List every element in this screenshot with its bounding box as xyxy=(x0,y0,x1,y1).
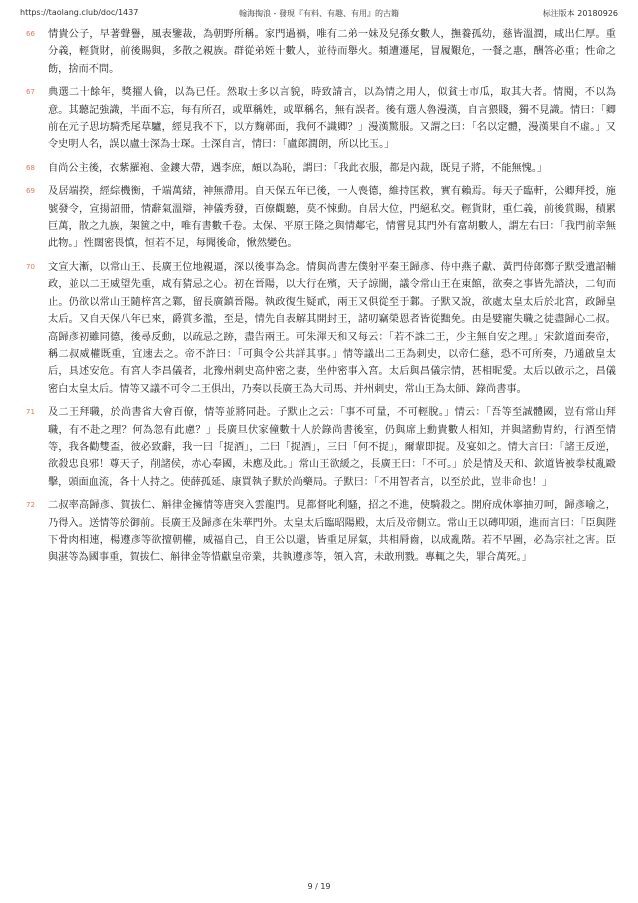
paragraph-number: 67 xyxy=(26,88,35,97)
paragraph-68 xyxy=(22,160,616,177)
paragraph-70 xyxy=(22,259,616,398)
paragraph-text: 及二王拜職，於尚書省大會百僚，情等並將同赴。子默止之云：「事不可量，不可輕脫。」情云：「吾等至誠體國，豈有常山拜職，有不赴之理？何為忽有此慮？」長廣旦伏家僮數十人於錄尚書後室，仍與席上勳貴數人相知，并與諸勳胄約，行酒至情等，我各勸雙盃，彼必致辭，我一曰「捉酒」，二曰「捉酒」，三曰「何不捉」，爾輩即捉。及宴如之。情大言曰：「諸王反逆，欲殺忠良邪！尊天子，削諸侯，赤心奉國，未應及此。」常山王欲緩之，長廣王曰：「不可。」於是情及天和、欽道皆被拳杖亂毆擊，頭面血流，各十人持之。使薛孤延、康買執子默於尚藥局。子默曰：「不用智者言，以至於此，豈非命也！」 xyxy=(48,407,616,488)
paragraph-71 xyxy=(22,404,616,491)
paragraph-text: 二叔率高歸彥、賀拔仁、斛律金擁情等唐突入雲龍門。見都督叱利騷，招之不進，使騎殺之。開府成休寧抽刃呵，歸彥喻之，乃得入。送情等於御前。長廣王及歸彥在朱華門外。太皇太后臨昭陽殿，太后及帝側立。常山王以磚叩頭，進而言曰：「臣與陛下骨肉相連，楊遵彥等欲擅朝權，威福自己，自王公以還，皆重足屏氣，共相脣齒，以成亂階。若不早圖，必為宗社之害。臣與湛等為國事重，賀拔仁、斛律金等惜獻皇帝業，共執遵彥等，領入宮，未敢刑戮。專輒之失，罪合萬死。」 xyxy=(48,500,616,564)
paragraph-number: 68 xyxy=(26,163,35,172)
version-label: 标注版本 20180926 xyxy=(542,9,618,18)
page-number: 9 / 19 xyxy=(307,882,331,891)
paragraph-text: 文宣大漸，以常山王、長廣王位地親逼，深以後事為念。情與尚書左僕射平秦王歸彥、侍中燕子獻、黃門侍郎鄭子默受遺詔輔政，並以二王威望先重，咸有猜忌之心。初在晉陽，以大行在殯，天子諒闇，議令常山王在東館，欲奏之事皆先諮決，二旬而止。仍欲以常山王隨梓宮之鄴，留長廣鎮晉陽。執政復生疑貳，兩王又俱從至于鄴。子默又說，欲處太皇太后於北宮，政歸皇太后。又自天保八年已來，爵賞多濫，至是，情先自表解其開封王，諸叨竊榮恩者皆從黜免。由是嬖寵失職之徒盡歸心二叔。高歸彥初雖同德，後尋反動，以疏忌之跡，盡告兩王。可朱渾天和又每云：「若不誅二王，少主無自安之理。」宋欽道面奏帝，稱二叔威權既重，宜速去之。帝不許曰：「可與令公共詳其事。」情等議出二王為刺史，以帝仁慈，恐不可所奏，乃通啟皇太后，具述安危。有宮人李昌儀者，北豫州刺史高仲密之妻，坐仲密事入宮。太后與昌儀宗情，甚相昵愛。太后以啟示之，昌儀密白太皇太后。情等又議不可令二王俱出，乃奏以長廣王為大司馬、并州刺史，常山王為太師、錄尚書事。 xyxy=(48,261,616,395)
paragraph-number: 69 xyxy=(26,187,35,196)
page-header xyxy=(20,8,618,22)
paragraph-text: 自尚公主後，衣紫羅袍、金鏤大帶，遇李庶，頗以為恥，謂曰：「我此衣服，都是內裁，既見子將，不能無愧。」 xyxy=(48,162,548,174)
source-url[interactable]: https://taolang.club/doc/1437 xyxy=(20,8,139,17)
paragraph-69 xyxy=(22,183,616,253)
paragraph-number: 71 xyxy=(26,408,35,417)
paragraph-text: 典選二十餘年，獎擢人倫，以為已任。然取士多以言貌，時致請言，以為情之用人，似貧士市瓜，取其大者。情閱，不以為意。其聽記強識，半面不忘，每有所召，或單稱姓，或單稱名，無有誤者。後有選人魯漫漢，自言猥賤，獨不見識。情曰：「卿前在元子思坊騎禿尾草驢，經見我不下，以方麴鄣面，我何不識卿？」漫漢驚服。又謂之曰：「名以定體，漫漢果自不虛。」又令史明人名，誤以盧士深為士琛。士深自言，情曰：「盧郎潤朗，所以比玉。」 xyxy=(48,87,616,151)
paragraph-72 xyxy=(22,497,616,567)
paragraph-number: 70 xyxy=(26,262,35,271)
document-body xyxy=(22,26,616,869)
page-footer xyxy=(0,882,638,891)
paragraph-67 xyxy=(22,84,616,154)
paragraph-66 xyxy=(22,26,616,78)
paragraph-text: 及居端揆，經綜機衡，千端萬緒，神無滯用。自天保五年已後，一人喪德，維持匡救，實有賴焉。每天子臨軒，公卿拜授，施號發令，宣揚詔冊，情辭氣溫辯，神儀秀發，百僚觀聽，莫不悚動。自居大位，門絕私交。輕貨財，重仁義，前後賞賜，積累巨萬，散之九族，架篋之中，唯有書數千卷。太保、平原王隆之與情鄰宅，情嘗見其門外有富胡數人，謂左右曰：「我門前幸無此物。」性闊密畏慎，恒若不足，每聞後命，愀然變色。 xyxy=(48,186,616,250)
paragraph-number: 72 xyxy=(26,501,35,510)
site-title: 翰海掏浪 - 發現『有料、有趣、有用』的古籍 xyxy=(239,9,399,18)
paragraph-number: 66 xyxy=(26,30,35,38)
paragraph-text: 情貴公子，早著聲譽，風表鑒裁，為朝野所稱。家門過禍，唯有二弟一妹及兒孫女數人，撫養孤幼，慈皆溫潤，咸出仁厚。重分義，輕貨財，前後賜與，多散之親族。群從弟姪十數人，並待而舉火。頻遭遷尾，冒履艱危，一餐之惠，酬答必重；性命之飭，捨而不問。 xyxy=(48,29,616,75)
